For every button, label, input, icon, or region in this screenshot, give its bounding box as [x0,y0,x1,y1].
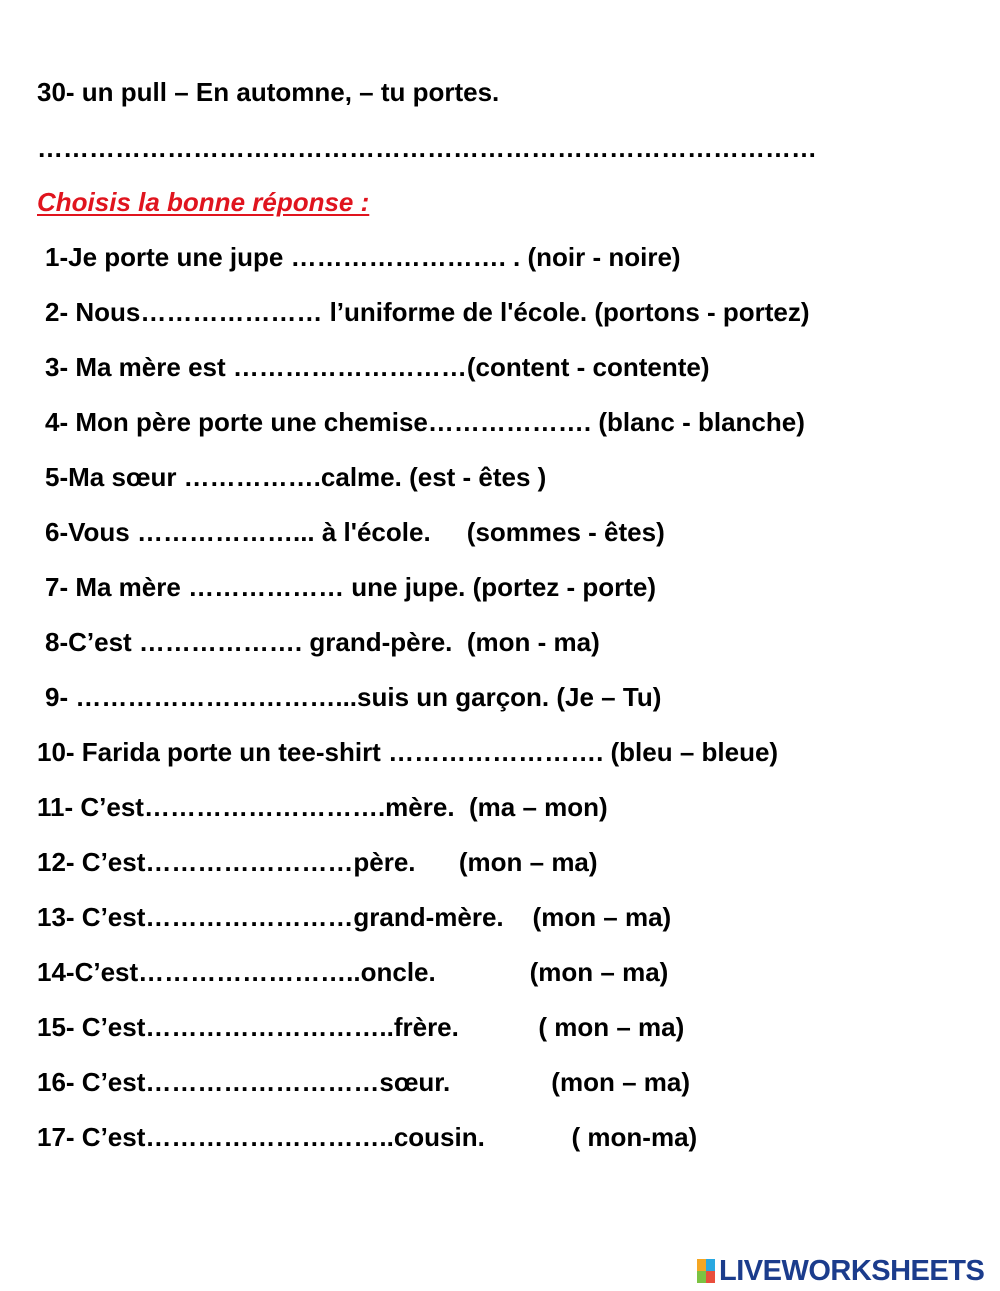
answer-line[interactable]: ……………………………………………………………………………… [37,133,817,163]
exercise-item[interactable]: 4- Mon père porte une chemise………………. (blanc - blanche) [45,407,805,437]
exercise-item[interactable]: 16- C’est………………………sœur. (mon – ma) [37,1067,690,1097]
exercise-item[interactable]: 10- Farida porte un tee-shirt ……………………. (bleu – bleue) [37,737,779,767]
exercise-item[interactable]: 2- Nous………………… l’uniforme de l'école. (portons - portez) [45,297,810,327]
section-heading: Choisis la bonne réponse : [37,187,370,217]
exercise-item[interactable]: 13- C’est……………………grand-mère. (mon – ma) [37,902,672,932]
exercise-item[interactable]: 5-Ma sœur …………….calme. (est - êtes ) [45,462,547,492]
exercise-item[interactable]: 3- Ma mère est ………………………(content - contente) [45,352,710,382]
exercise-item[interactable]: 12- C’est……………………père. (mon – ma) [37,847,598,877]
exercise-item[interactable]: 7- Ma mère ……………… une jupe. (portez - porte) [45,572,657,602]
exercise-item[interactable]: 1-Je porte une jupe ……………………. . (noir - noire) [45,242,681,272]
exercise-item[interactable]: 6-Vous ………………... à l'école. (sommes - êtes) [45,517,665,547]
liveworksheets-mark-icon [697,1259,715,1283]
exercise-item-30: 30- un pull – En automne, – tu portes. [37,77,500,107]
liveworksheets-logo [697,1256,984,1286]
exercise-item[interactable]: 11- C’est……………………….mère. (ma – mon) [37,792,608,822]
exercise-item[interactable]: 14-C’est……………………..oncle. (mon – ma) [37,957,669,987]
exercise-item[interactable]: 17- C’est………………………..cousin. ( mon-ma) [37,1122,698,1152]
exercise-item[interactable]: 8-C’est ………………. grand-père. (mon - ma) [45,627,600,657]
exercise-item[interactable]: 9- …………………………...suis un garçon. (Je – Tu) [45,682,662,712]
exercise-item[interactable]: 15- C’est………………………..frère. ( mon – ma) [37,1012,685,1042]
logo-text: LIVEWORKSHEETS [719,1254,985,1287]
